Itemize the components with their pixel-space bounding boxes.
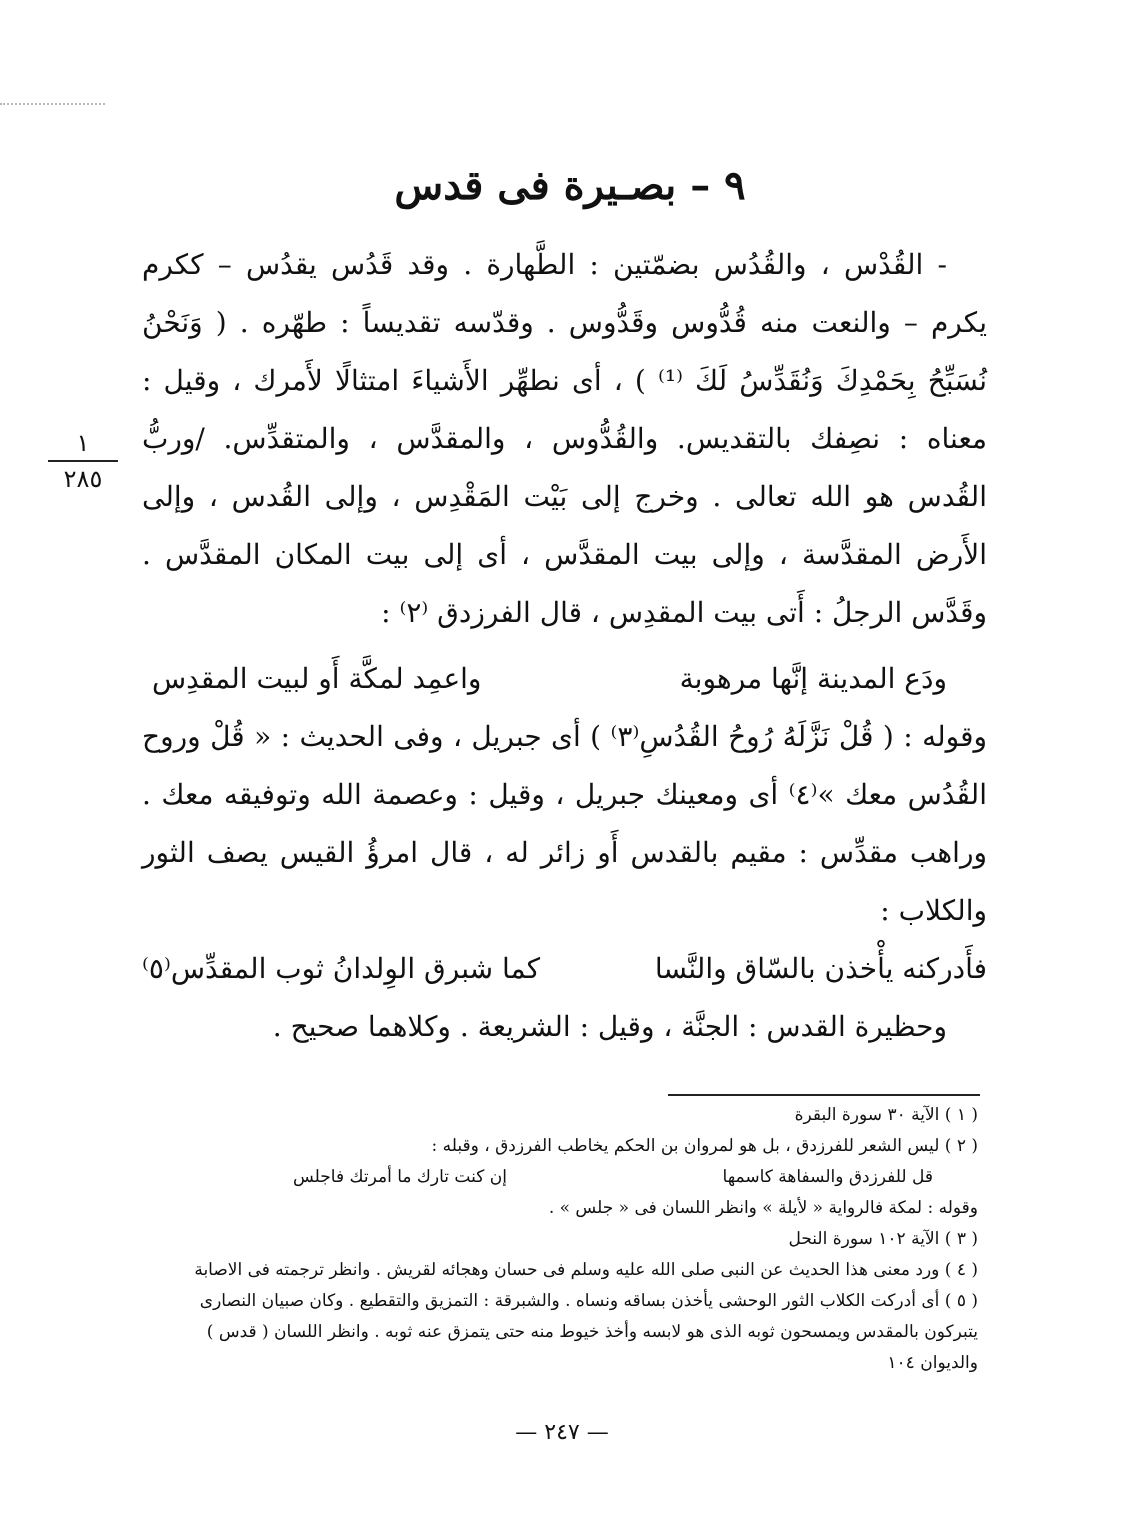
footnote-5: ( ٥ ) أى أدركت الكلاب الثور الوحشى يأخذن بساقه ونساه . والشبرقة : التمزيق والتقطيع . وكان صبيان النصارى يتبركون بالمقدس ويمسحون ثوبه الذى هو لابسه وأخذ خيوط منه حتى يتمزق عنه ثوبه . وانظر اللسان ( قدس ) والديوان ١٠٤ [199, 1291, 978, 1373]
footnote-2-note: وقوله : لمكة فالرواية « لأيلة » وانظر اللسان فى « جلس » . [548, 1198, 978, 1218]
scan-dots [0, 103, 105, 105]
margin-ref-rule [48, 460, 118, 462]
section-heading: ٩ – بصـيرة فى قدس [394, 162, 746, 209]
margin-reference [48, 428, 118, 494]
page-number: — ٢٤٧ — [515, 1420, 609, 1445]
footnote-2-verse-first: قل للفرزدق والسفاهة كاسمها [722, 1167, 933, 1187]
verse-1 [142, 650, 987, 708]
footnote-2-verse-second: إن كنت تارك ما أمرتك فاجلس [293, 1167, 507, 1187]
verse-2-second-hemistich: كما شبرق الوِلدانُ ثوب المقدِّس⁽٥⁾ [142, 952, 541, 985]
margin-ref-top: ١ [76, 429, 90, 457]
paragraph-1: - القُدْس ، والقُدُس بضمّتين : الطَّهارة . وقد قَدُس يقدُس – ككرم يكرم – والنعت منه قُدُّوس وقَدُّوس . وقدّسه تقديساً : طهّره . ( وَنَحْنُ نُسَبِّحُ بِحَمْدِكَ وَنُقَدِّسُ لَكَ ⁽¹⁾ ) ، أى نطهِّر الأَشياءَ امتثالًا لأَمرك ، وقيل : معناه : نصِفك بالتقديس. والقُدُّوس ، والمقدَّس ، والمتقدِّس. /وربُّ القُدس هو الله تعالى . وخرج إلى بَيْت المَقْدِس ، وإلى القُدس ، وإلى الأَرض المقدَّسة ، وإلى بيت المقدَّس ، أى إلى بيت المكان المقدَّس . وقَدَّس الرجلُ : أَتى بيت المقدِس ، قال الفرزدق ⁽٢⁾ : [142, 248, 987, 629]
footnote-2: ( ٢ ) ليس الشعر للفرزدق ، بل هو لمروان بن الحكم يخاطب الفرزدق ، وقبله : [431, 1136, 978, 1156]
verse-1-second-hemistich: واعمِد لمكَّة أَو لبيت المقدِس [152, 662, 482, 695]
verse-2-first-hemistich: فأَدركنه يأْخذن بالسّاق والنَّسا [654, 952, 987, 985]
paragraph-3: وحظيرة القدس : الجنَّة ، وقيل : الشريعة . وكلاهما صحيح . [272, 1010, 947, 1043]
footnote-2-verse [148, 1162, 978, 1193]
main-text [142, 236, 987, 1056]
footnote-separator [668, 1094, 980, 1096]
footnotes [148, 1100, 978, 1379]
footnote-1: ( ١ ) الآية ٣٠ سورة البقرة [794, 1105, 978, 1125]
verse-2 [142, 940, 987, 998]
margin-ref-bottom: ٢٨٥ [63, 465, 103, 493]
footnote-4: ( ٤ ) ورد معنى هذا الحديث عن النبى صلى الله عليه وسلم فى حسان وهجائه لقريش . وانظر ترجمته فى الاصابة [194, 1260, 978, 1280]
verse-1-first-hemistich: ودَع المدينة إنَّها مرهوبة [679, 662, 947, 695]
paragraph-2: وقوله : ( قُلْ نَزَّلَهُ رُوحُ القُدُسِ⁽٣⁾ ) أى جبريل ، وفى الحديث : « قُلْ وروح القُدُس معك »⁽٤⁾ أى ومعينك جبريل ، وقيل : وعصمة الله وتوفيقه معك . وراهب مقدِّس : مقيم بالقدس أَو زائر له ، قال امرؤُ القيس يصف الثور والكلاب : [142, 720, 987, 927]
footnote-3: ( ٣ ) الآية ١٠٢ سورة النحل [788, 1229, 978, 1249]
